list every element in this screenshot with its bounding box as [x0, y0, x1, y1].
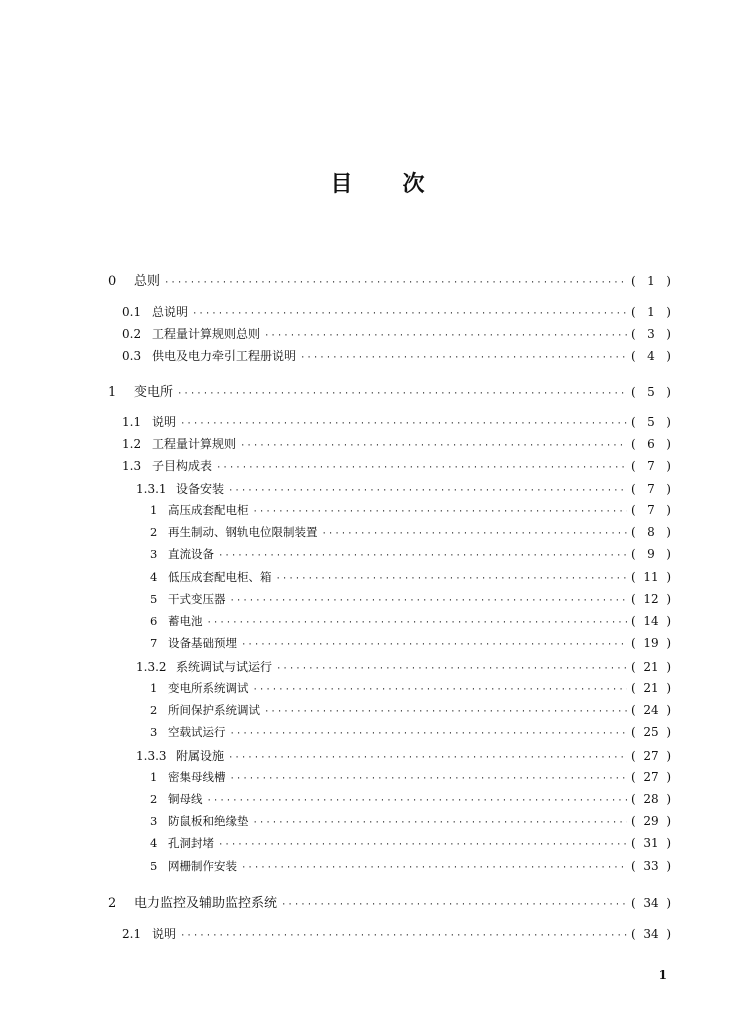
toc-entry-number: 1: [150, 503, 158, 517]
toc-entry-page: ( 9 ): [631, 547, 671, 561]
toc-entry-title: 低压成套配电柜、箱: [168, 570, 272, 584]
toc-entry-page: ( 27 ): [631, 749, 671, 763]
toc-entry-number: 2: [150, 703, 158, 717]
toc-entry-title: 网栅制作安装: [168, 859, 237, 873]
toc-leader-dots: [264, 331, 627, 341]
toc-page-number: 7: [647, 503, 655, 517]
toc-entry-title: 系统调试与试运行: [176, 660, 273, 674]
toc-page-number: 24: [643, 703, 659, 717]
toc-entry-page: ( 28 ): [631, 792, 671, 806]
toc-entry-number: 1: [150, 681, 158, 695]
toc-leader-dots: [230, 774, 628, 784]
toc-entry-page: ( 34 ): [631, 896, 671, 910]
toc-entry[interactable]: [150, 835, 671, 851]
toc-entry-page: ( 33 ): [631, 859, 671, 873]
toc-entry-title: 孔洞封堵: [168, 836, 214, 850]
toc-entry-page: ( 7 ): [631, 503, 671, 517]
toc-entry[interactable]: [150, 613, 671, 629]
toc-entry-title: 说明: [152, 927, 177, 941]
toc-entry[interactable]: [136, 658, 671, 675]
toc-entry-page: ( 27 ): [631, 770, 671, 784]
toc-entry[interactable]: [136, 747, 671, 764]
toc-entry[interactable]: [150, 635, 671, 651]
toc-entry-title: 说明: [152, 415, 177, 429]
toc-entry-number: 4: [150, 836, 158, 850]
toc-entry[interactable]: [122, 457, 671, 474]
toc-entry-number: 4: [150, 570, 158, 584]
toc-entry-title: 密集母线槽: [168, 770, 226, 784]
toc-entry-number: 0.1: [122, 305, 142, 319]
toc-leader-dots: [300, 353, 627, 363]
toc-entry-title: 总则: [134, 274, 161, 289]
toc-page-number: 31: [643, 836, 659, 850]
toc-entry-title: 变电所系统调试: [168, 681, 249, 695]
toc-leader-dots: [228, 486, 627, 496]
toc-page-number: 5: [647, 415, 655, 429]
toc-leader-dots: [264, 707, 627, 717]
toc-entry[interactable]: [122, 325, 671, 342]
toc-leader-dots: [218, 840, 627, 850]
toc-entry-number: 1: [150, 770, 158, 784]
toc-entry-number: 1.3.1: [136, 482, 167, 496]
toc-page-number: 34: [643, 927, 659, 941]
toc-leader-dots: [281, 900, 627, 910]
toc-page-number: 7: [647, 482, 655, 496]
toc-leader-dots: [180, 931, 627, 941]
toc-page-number: 1: [647, 274, 655, 288]
toc-entry[interactable]: [122, 435, 671, 452]
toc-entry[interactable]: [108, 270, 671, 289]
toc-entry[interactable]: [136, 480, 671, 497]
toc-page-number: 9: [647, 547, 655, 561]
toc-entry-number: 1.2: [122, 437, 142, 451]
toc-page-number: 25: [643, 725, 659, 739]
toc-entry-number: 1: [108, 385, 117, 400]
toc-entry-page: ( 24 ): [631, 703, 671, 717]
toc-leader-dots: [253, 818, 628, 828]
toc-entry[interactable]: [150, 524, 671, 540]
toc-page-number: 19: [643, 636, 659, 650]
toc-page-number: 14: [643, 614, 659, 628]
toc-entry-page: ( 29 ): [631, 814, 671, 828]
toc-page-number: 7: [647, 459, 655, 473]
toc-entry-page: ( 1 ): [631, 305, 671, 319]
toc-leader-dots: [164, 278, 627, 288]
toc-page-number: 21: [643, 660, 659, 674]
toc-leader-dots: [322, 529, 628, 539]
toc-page-number: 4: [647, 349, 655, 363]
page-number: 1: [658, 968, 667, 982]
toc-entry-number: 2: [150, 525, 158, 539]
toc-page-number: 29: [643, 814, 659, 828]
toc-entry[interactable]: [150, 769, 671, 785]
toc-leader-dots: [207, 796, 628, 806]
toc-entry[interactable]: [150, 791, 671, 807]
toc-entry-page: ( 5 ): [631, 415, 671, 429]
toc-title-char-1: 目: [330, 172, 353, 197]
toc-leader-dots: [241, 863, 627, 873]
toc-entry-page: ( 19 ): [631, 636, 671, 650]
toc-leader-dots: [241, 640, 627, 650]
toc-entry-page: ( 4 ): [631, 349, 671, 363]
toc-leader-dots: [218, 551, 627, 561]
toc-entry-page: ( 3 ): [631, 327, 671, 341]
toc-entry-title: 干式变压器: [168, 592, 226, 606]
toc-entry-page: ( 11 ): [631, 570, 671, 584]
toc-entry[interactable]: [108, 892, 671, 911]
toc-entry-page: ( 21 ): [631, 681, 671, 695]
toc-entry-page: ( 1 ): [631, 274, 671, 288]
toc-entry-title: 设备基础预埋: [168, 636, 237, 650]
toc-page-number: 28: [643, 792, 659, 806]
toc-leader-dots: [276, 574, 628, 584]
toc-entry[interactable]: [150, 813, 671, 829]
toc-entry-page: ( 12 ): [631, 592, 671, 606]
toc-entry-number: 5: [150, 592, 158, 606]
toc-leader-dots: [180, 419, 627, 429]
toc-entry-number: 3: [150, 547, 158, 561]
toc-page-number: 21: [643, 681, 659, 695]
toc-leader-dots: [216, 463, 627, 473]
toc-entry-title: 铜母线: [168, 792, 203, 806]
toc-entry-number: 2: [150, 792, 158, 806]
toc-entry-number: 2.1: [122, 927, 142, 941]
toc-entry-number: 1.1: [122, 415, 142, 429]
toc-entry-number: 6: [150, 614, 158, 628]
toc-entry[interactable]: [150, 591, 671, 607]
toc-entry-title: 工程量计算规则: [152, 437, 237, 451]
toc-entry[interactable]: [150, 702, 671, 718]
toc-entry[interactable]: [108, 381, 671, 400]
toc-leader-dots: [228, 753, 627, 763]
toc-entry-title: 设备安装: [176, 482, 225, 496]
toc-entry-title: 蓄电池: [168, 614, 203, 628]
toc-page-number: 34: [643, 896, 659, 910]
toc-title-char-2: 次: [402, 172, 425, 197]
toc-entry-number: 0.3: [122, 349, 142, 363]
toc-entry-number: 1.3.3: [136, 749, 167, 763]
toc-page-number: 27: [643, 770, 659, 784]
toc-entry-page: ( 6 ): [631, 437, 671, 451]
toc-entry-title: 防鼠板和绝缘垫: [168, 814, 249, 828]
toc-leader-dots: [177, 389, 627, 399]
toc-page-number: 3: [647, 327, 655, 341]
toc-entry-number: 3: [150, 814, 158, 828]
toc-entry-page: ( 7 ): [631, 482, 671, 496]
toc-entry[interactable]: [150, 502, 671, 518]
toc-entry-number: 0: [108, 274, 117, 289]
toc-entry[interactable]: [122, 303, 671, 320]
toc-entry[interactable]: [150, 680, 671, 696]
toc-entry-title: 供电及电力牵引工程册说明: [152, 349, 297, 363]
toc-entry-number: 0.2: [122, 327, 142, 341]
toc-leader-dots: [207, 618, 628, 628]
toc-entry-page: ( 14 ): [631, 614, 671, 628]
toc-page-number: 27: [643, 749, 659, 763]
toc-page-number: 33: [643, 859, 659, 873]
toc-leader-dots: [230, 596, 628, 606]
toc-entry-page: ( 21 ): [631, 660, 671, 674]
toc-leader-dots: [253, 685, 628, 695]
toc-leader-dots: [240, 441, 627, 451]
toc-page-number: 8: [647, 525, 655, 539]
toc-entry-page: ( 7 ): [631, 459, 671, 473]
toc-leader-dots: [276, 664, 627, 674]
toc-entry-title: 所间保护系统调试: [168, 703, 260, 717]
toc-entry-number: 2: [108, 896, 117, 911]
toc-leader-dots: [192, 309, 627, 319]
toc-page-number: 6: [647, 437, 655, 451]
toc-entry[interactable]: [150, 724, 671, 740]
toc-entry[interactable]: [150, 546, 671, 562]
toc-entry-title: 电力监控及辅助监控系统: [134, 896, 278, 911]
toc-entry-title: 总说明: [152, 305, 189, 319]
toc-leader-dots: [230, 729, 628, 739]
toc-entry-page: ( 8 ): [631, 525, 671, 539]
toc-entry-page: ( 31 ): [631, 836, 671, 850]
toc-entry-title: 高压成套配电柜: [168, 503, 249, 517]
toc-entry-number: 3: [150, 725, 158, 739]
toc-leader-dots: [253, 507, 628, 517]
toc-entry-title: 变电所: [134, 385, 174, 400]
toc-entry-page: ( 25 ): [631, 725, 671, 739]
toc-entry-page: ( 5 ): [631, 385, 671, 399]
toc-entry-title: 附属设施: [176, 749, 225, 763]
toc-entry-page: ( 34 ): [631, 927, 671, 941]
toc-entry-title: 子目构成表: [152, 459, 213, 473]
toc-page-number: 12: [643, 592, 659, 606]
toc-entry[interactable]: [122, 925, 671, 942]
toc-entry-title: 工程量计算规则总则: [152, 327, 261, 341]
toc-entry-number: 1.3: [122, 459, 142, 473]
toc-entry-number: 7: [150, 636, 158, 650]
toc-entry[interactable]: [122, 413, 671, 430]
toc-entry[interactable]: [150, 858, 671, 874]
toc-page-number: 5: [647, 385, 655, 399]
toc-page-number: 11: [643, 570, 659, 584]
toc-entry[interactable]: [122, 347, 671, 364]
toc-entry-number: 1.3.2: [136, 660, 167, 674]
toc-entry-number: 5: [150, 859, 158, 873]
toc-entry[interactable]: [150, 569, 671, 585]
toc-entry-title: 直流设备: [168, 547, 214, 561]
toc-entry-title: 再生制动、钢轨电位限制装置: [168, 525, 318, 539]
toc-entry-title: 空载试运行: [168, 725, 226, 739]
toc-page-number: 1: [647, 305, 655, 319]
